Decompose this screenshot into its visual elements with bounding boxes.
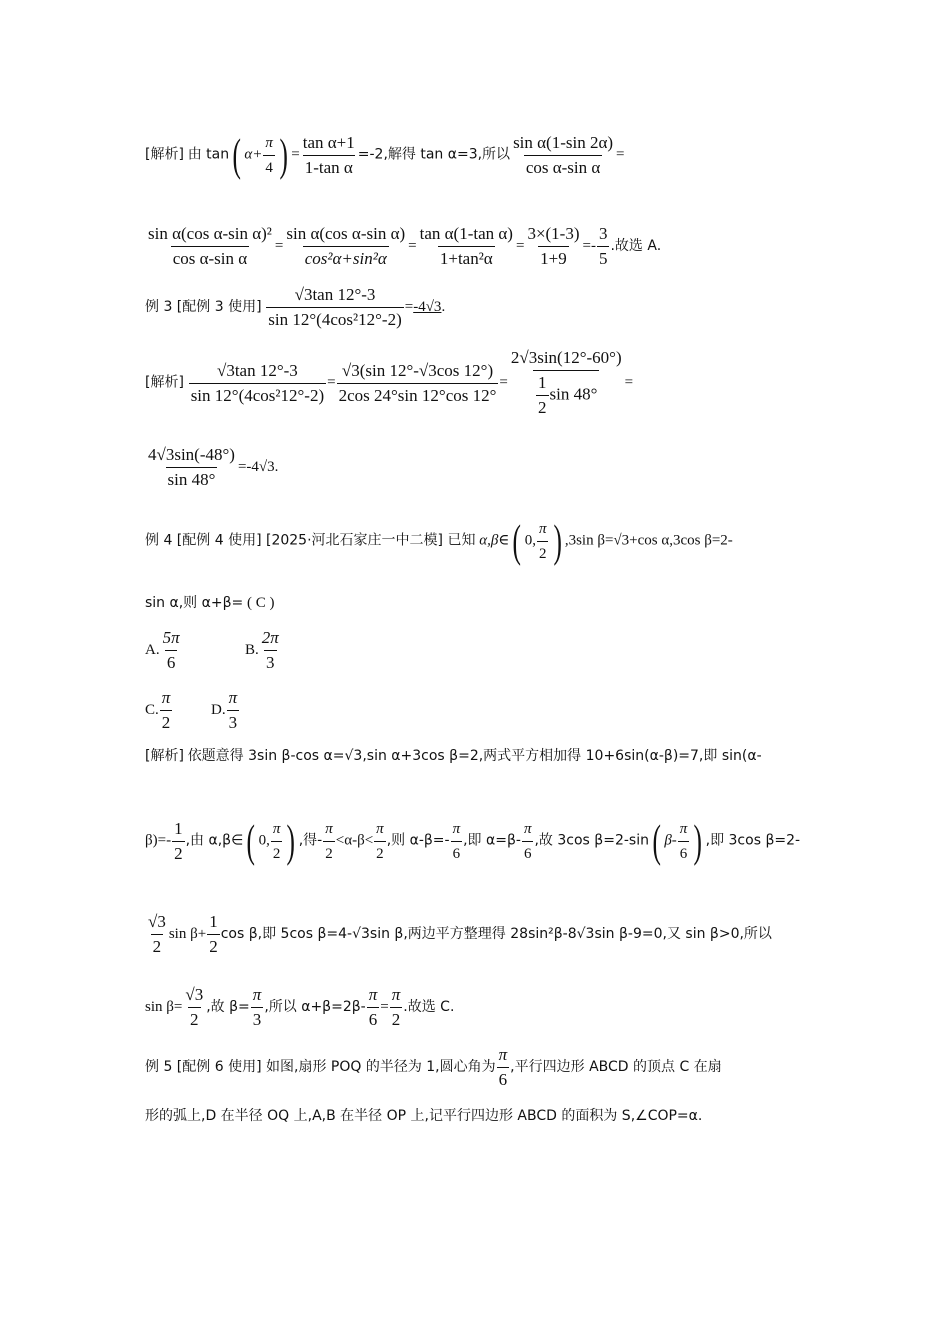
example-5-line-1: 例 5 [配例 6 使用] 如图,扇形 POQ 的半径为 1,圆心角为 $\frac{\pi}{6}$ ,平行四边形 ABCD 的顶点 C 在扇 bbox=[145, 1045, 722, 1089]
fraction: $\frac{\pi}{4}$ bbox=[265, 134, 273, 176]
answer-choice: ( C ) bbox=[247, 595, 275, 611]
fraction: $\frac{\text{tan α(1-tan α)}}{\text{1+tan²α}}$ bbox=[419, 224, 513, 268]
fraction: $\frac{\pi}{2}$ bbox=[391, 985, 401, 1029]
answer-blank: -4√3 bbox=[413, 298, 442, 315]
fraction: $\frac{5\pi}{6}$ bbox=[162, 628, 180, 672]
fraction: $\frac{\pi}{3}$ bbox=[252, 985, 262, 1029]
example-3-solution-line-2: $\frac{4√3\sin(-48^\circ)}{\sin 48^\circ}$ =-4√3. bbox=[148, 445, 279, 489]
fraction: $\frac{√3(\sin 12^\circ-√3\cos 12^\circ)}{2\cos 24^\circ\sin 12^\circ\cos 12^\circ}$ bbox=[338, 360, 497, 405]
option-b: B. $\frac{2\pi}{3}$ bbox=[245, 628, 279, 672]
fraction: $\frac{\text{sin α(1-sin 2α)}}{\text{cos α-sin α}}$ bbox=[513, 132, 614, 177]
fraction: $\frac{\text{sin α(cos α-sin α)²}}{\text{cos α-sin α}}$ bbox=[148, 224, 272, 268]
fraction: $\frac{\pi}{6}$ bbox=[368, 985, 378, 1029]
example-4-solution-line-4: sin β= $\frac{√3}{2}$ ,故 β= $\frac{\pi}{3}$ ,所以 α+β=2β- $\frac{\pi}{6}$ = $\frac{\pi}{2}$ .故选 C. bbox=[145, 985, 455, 1029]
example-3: 例 3 [配例 3 使用] $\frac{√3\tan 12^\circ-3}{\text{sin 12°(4cos²12°-2)}}$ =-4√3. bbox=[145, 285, 446, 329]
analysis-label: [解析] bbox=[145, 146, 184, 163]
example-5-line-2: 形的弧上,D 在半径 OQ 上,A,B 在半径 OP 上,记平行四边形 ABCD 的面积为 S,∠COP=α. bbox=[145, 1108, 703, 1124]
fraction: $\frac{\pi}{3}$ bbox=[228, 688, 238, 732]
fraction: $\frac{1}{2}$ bbox=[174, 818, 183, 863]
example-label: 例 3 [配例 3 使用] bbox=[145, 298, 262, 315]
fraction: $\frac{√3\tan 12^\circ-3}{\text{sin 12°(4cos²12°-2)}}$ bbox=[268, 285, 402, 329]
fraction: $\frac{3}{5}$ bbox=[598, 224, 608, 268]
option-a: A. $\frac{5\pi}{6}$ bbox=[145, 628, 180, 672]
example-4: 例 4 [配例 4 使用] [2025·河北石家庄一中二模] 已知 α,β∈( 0, $\frac{\pi}{2}$ ) ,3sin β=√3+cos α,3cos β=2- bbox=[145, 515, 733, 566]
example-4-line-2: sin α,则 α+β= ( C ) bbox=[145, 595, 275, 611]
solution-line-2: $\frac{\text{sin α(cos α-sin α)²}}{\text{cos α-sin α}}$ = $\frac{\text{sin α(cos α-sin α)}}{\text{cos²α+sin²α}}$ = $\frac{\text{tan α(1-tan α)}}{\text{1+tan²α}}$ = $\frac{3\times(1-3)}{1+9}$ =- $\frac{3}{5}$ .故选 A. bbox=[148, 224, 662, 268]
fraction: $\frac{2\pi}{3}$ bbox=[261, 628, 279, 672]
fraction: $\frac{√3}{2}$ bbox=[185, 985, 204, 1029]
fraction: $\frac{\pi}{2}$ bbox=[161, 688, 171, 732]
fraction: $\frac{\text{tan α+1}}{\text{1-tan α}}$ bbox=[302, 132, 355, 177]
fraction: $\frac{\text{sin α(cos α-sin α)}}{\text{cos²α+sin²α}}$ bbox=[286, 224, 406, 268]
fraction: $\frac{√3\tan 12^\circ-3}{\text{sin 12°(4cos²12°-2)}}$ bbox=[190, 360, 325, 405]
example-4-solution-line-3: $\frac{√3}{2}$ sin β+ $\frac{1}{2}$ cos β,即 5cos β=4-√3sin β,两边平方整理得 28sin²β-8√3sin β-9=0,又 sin β>0,所以 bbox=[148, 912, 772, 956]
fraction: $\frac{3\times(1-3)}{1+9}$ bbox=[527, 224, 580, 268]
option-d: D. $\frac{\pi}{3}$ bbox=[211, 688, 238, 732]
fraction: $\frac{√3}{2}$ bbox=[148, 912, 166, 956]
example-4-solution-line-1: [解析] 依题意得 3sin β-cos α=√3,sin α+3cos β=2,两式平方相加得 10+6sin(α-β)=7,即 sin(α- bbox=[145, 748, 762, 764]
fraction: 2√3sin(12°-60°) $\frac{1}{2}$ sin 48° bbox=[510, 348, 622, 417]
solution-line-1: [解析] 由 tan( α+ $\frac{\pi}{4}$ ) = $\frac{\text{tan α+1}}{\text{1-tan α}}$ =-2,解得 tan α=3,所以 $\frac{\text{sin α(1-sin 2α)}}{\text{cos α-sin α}}$ = bbox=[145, 129, 625, 180]
example-4-solution-line-2: β)=- $\frac{1}{2}$ ,由 α,β∈( 0, $\frac{\pi}{2}$ ) ,得- $\frac{\pi}{2}$ <α-β< $\frac{\pi}{2}$ ,则 α-β=- $\frac{\pi}{6}$ ,即 α=β- $\frac{\pi}{6}$ ,故 3cos β=2-sin( β- $\frac{\pi}{6}$ ) ,即 3cos β=2- bbox=[145, 815, 801, 866]
fraction: $\frac{1}{2}$ bbox=[209, 912, 218, 956]
option-c: C. $\frac{\pi}{2}$ bbox=[145, 688, 171, 732]
fraction: $\frac{4√3\sin(-48^\circ)}{\sin 48^\circ}$ bbox=[148, 445, 235, 489]
fraction: $\frac{\pi}{2}$ bbox=[538, 520, 547, 562]
fraction: $\frac{\pi}{6}$ bbox=[498, 1045, 508, 1089]
example-3-solution: [解析] $\frac{√3\tan 12^\circ-3}{\text{sin 12°(4cos²12°-2)}}$ = $\frac{√3(\sin 12^\circ-√3\cos 12^\circ)}{2\cos 24^\circ\sin 12^\circ\cos 12^\circ}$ = 2√3sin(12°-60°) $\frac{1}{2}$ sin 48° = bbox=[145, 348, 634, 417]
